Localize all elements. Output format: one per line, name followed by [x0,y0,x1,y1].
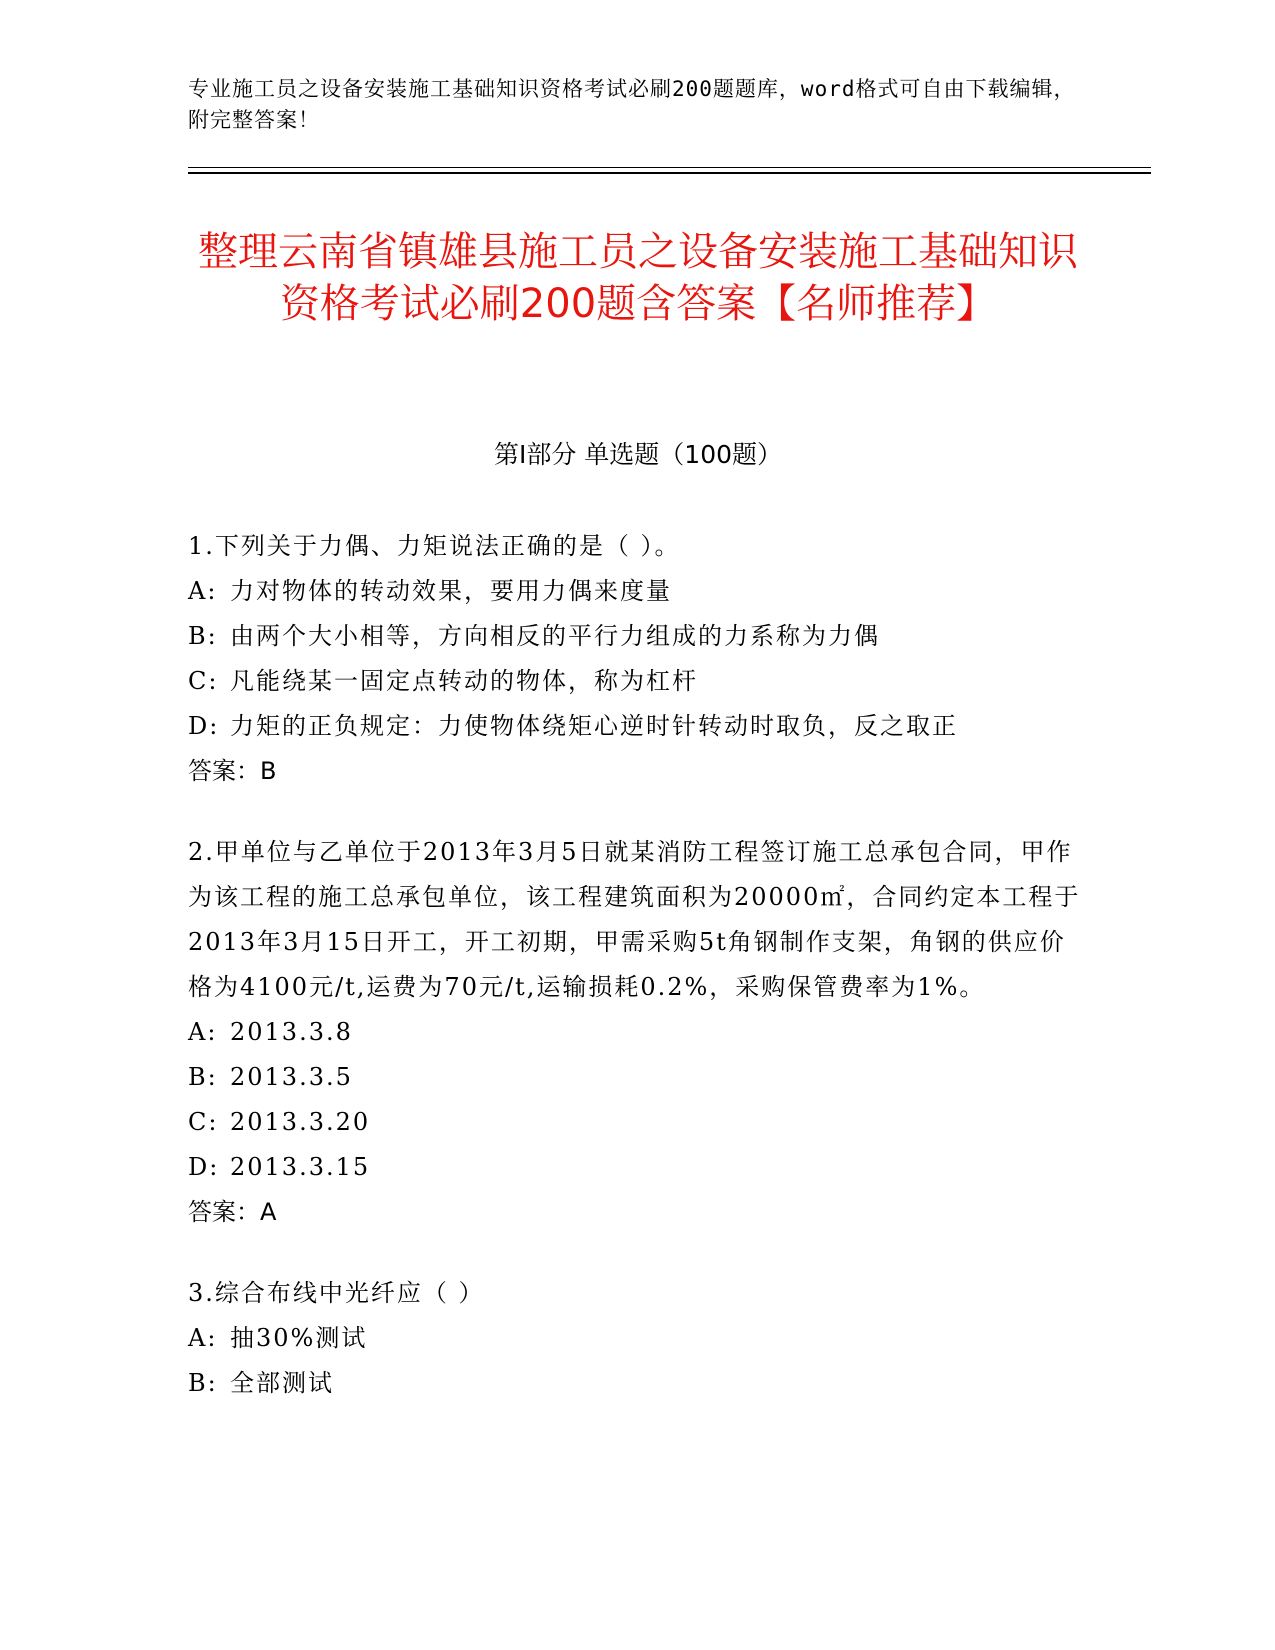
option-b [188,1055,1088,1100]
option-b [188,1361,1088,1406]
option-text: 抽30%测试 [230,1324,368,1352]
option-d [188,1145,1088,1190]
option-key: C: [188,667,219,695]
answer-line: 答案：B [188,757,277,785]
question-stem: 2.甲单位与乙单位于2013年3月5日就某消防工程签订施工总承包合同，甲作为该工程的施工总承包单位，该工程建筑面积为20000㎡，合同约定本工程于2013年3月15日开工，开工初期，甲需采购5t角钢制作支架，角钢的供应价格为4100元/t,运费为70元/t,运输损耗0.2%，采购保管费率为1%。 [188,838,1081,1001]
option-text: 由两个大小相等，方向相反的平行力组成的力系称为力偶 [230,622,880,650]
option-c [188,1100,1088,1145]
option-text: 凡能绕某一固定点转动的物体，称为杠杆 [230,667,698,695]
option-text: 2013.3.20 [230,1108,371,1136]
option-c [188,659,1088,704]
option-key: D: [188,712,220,740]
option-key: B: [188,622,218,650]
option-key: A: [188,1324,218,1352]
question-stem: 1.下列关于力偶、力矩说法正确的是（ ）。 [188,532,681,560]
question-stem: 3.综合布线中光纤应（ ） [188,1279,485,1307]
option-key: C: [188,1108,219,1136]
option-a [188,569,1088,614]
option-key: B: [188,1063,218,1091]
question-2 [188,830,1088,1235]
document-title: 整理云南省镇雄县施工员之设备安装施工基础知识资格考试必刷200题含答案【名师推荐】 [198,229,1078,327]
option-d [188,704,1088,749]
option-a [188,1010,1088,1055]
option-text: 2013.3.8 [230,1018,353,1046]
option-key: A: [188,577,218,605]
header-divider-thin [188,167,1151,168]
answer-line: 答案：A [188,1198,277,1226]
option-key: D: [188,1153,220,1181]
option-text: 2013.3.5 [230,1063,353,1091]
option-key: A: [188,1018,218,1046]
option-text: 2013.3.15 [230,1153,371,1181]
section-heading: 第Ⅰ部分 单选题（100题） [493,440,783,469]
header-divider-thick [188,172,1151,174]
option-text: 全部测试 [230,1369,334,1397]
option-text: 力对物体的转动效果，要用力偶来度量 [230,577,672,605]
option-key: B: [188,1369,218,1397]
option-b [188,614,1088,659]
option-text: 力矩的正负规定：力使物体绕矩心逆时针转动时取负，反之取正 [230,712,958,740]
question-list [188,524,1088,1442]
option-a [188,1316,1088,1361]
header-note: 专业施工员之设备安装施工基础知识资格考试必刷200题题库，word格式可自由下载编辑，附完整答案！ [188,77,1076,132]
question-1 [188,524,1088,794]
question-3 [188,1271,1088,1406]
